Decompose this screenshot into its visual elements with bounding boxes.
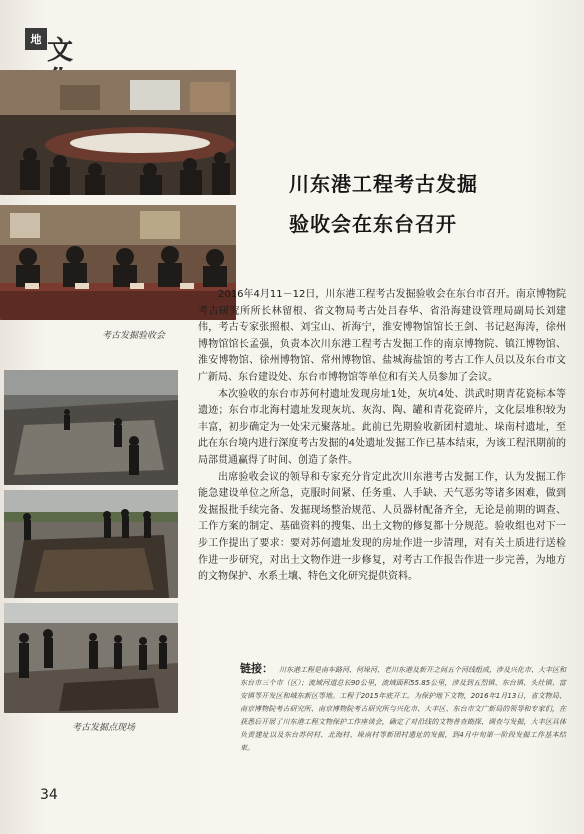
meeting-room-photo <box>0 70 236 195</box>
body-paragraph-2: 本次验收的东台市苏何村遗址发现房址1处，灰坑4处、洪武时期青花瓷标本等遗迹；东台市北海村遗址发现灰坑、灰沟、陶、罐和青花瓷碎片，文化层堆积较为丰富，初步确定为一处宋元聚落址。此前已先期验收新团村遗址、垛南村遗址，至此在东台境内进行深度考古发掘的4处遗址发掘工作已基本结束，为该工程汛期前的局部贯通赢得了时间、创造了条件。 <box>198 388 566 466</box>
excavation-photo-1 <box>4 370 178 485</box>
link-note <box>240 660 566 755</box>
link-note-text: 川东港工程是南车路河、何垛河、老川东港及新开之间五个河线组成，涉及兴化市、大丰区和东台市三个市（区）；流域河道总长90公里，流域面积55.85公里，涉及到五烈镇、东台镇、头灶镇、富安镇等开发区和城东新区等地。工程于2015年底开工。为保护地下文物，2016年1月13日，省文物局、南京博物院考古研究所、南京博物院考古研究所与兴化市、大丰区、东台市文广新局的领导和专家们，在获悉后开展了川东港工程文物保护工作座谈会，确定了对沿线的文物普查勘探、调查与发掘，大丰区具体负责建址以及东台苏何村、北海村、垛南村等新团村遗址的发掘，到4月中旬第一阶段发掘工作基本结束。 <box>240 666 566 752</box>
article-title-line-1: 川东港工程考古发掘 <box>289 172 478 196</box>
article-title-line-2: 验收会在东台召开 <box>289 212 457 236</box>
column-tag-box-1: 地 <box>25 28 47 50</box>
page-number: 34 <box>40 787 58 803</box>
body-paragraph-1: 2016年4月11－12日，川东港工程考古发掘验收会在东台市召开。南京博物院考古研究所所长林留根、省文物局考古处吕春华、省沿海建设管理局副局长刘建伟，考古专家张照根、刘宝山、祈海宁，淮安博物馆馆长王剑、书记赵海涛，徐州博物馆馆长孟强，负责本次川东港工程考古发掘工作的南京博物院、镇江博物馆、淮安博物馆、徐州博物馆、常州博物馆、盐城海盐馆的考古工作人员以及东台市文广新局、东台建设处、东台市博物馆等单位和有关人员参加了会议。 <box>198 289 566 383</box>
excavation-photo-3 <box>4 603 178 713</box>
meeting-photo-caption: 考古发掘验收会 <box>102 331 166 341</box>
link-note-label: 链接： <box>240 662 273 675</box>
excavation-photo-2 <box>4 490 178 598</box>
body-paragraph-3: 出席验收会议的领导和专家充分肯定此次川东港考古发掘工作，认为发掘工作能急建设单位之所急，克服时间紧、任务重、人手缺、天气恶劣等诸多困难，做到发掘报批手续完备、发掘现场整治规范、人员器材配备齐全，无论是前期的调查、工作方案的制定、基础资料的搜集、出土文物的修复都十分规范。验收组也对下一步工作提出了要求：要对苏何遗址发现的房址作进一步清理，对有关土质进行送检作进一步研究，对出土文物作进一步修复，对考古工作报告作进一步完善，为地方的文物保护、水系土壤、特色文化研究提供资料。 <box>198 471 566 583</box>
article-body <box>198 287 566 586</box>
site-photo-caption: 考古发掘点现场 <box>72 723 136 733</box>
column-title-char-1: 文 <box>47 36 74 66</box>
